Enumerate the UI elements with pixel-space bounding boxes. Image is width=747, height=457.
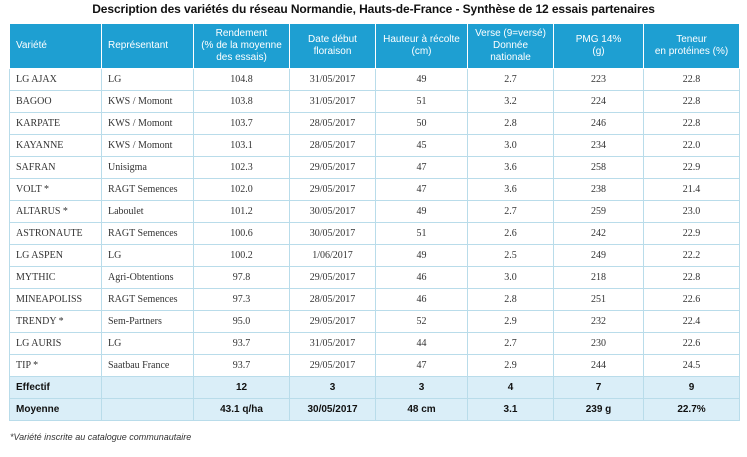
table-body xyxy=(10,69,740,421)
table-row xyxy=(10,333,740,355)
summary-label: Moyenne xyxy=(10,399,102,421)
summary-row-moyenne xyxy=(10,399,740,421)
cell-verse: 3.0 xyxy=(468,267,554,289)
cell-hauteur: 46 xyxy=(376,289,468,311)
cell-verse: 2.7 xyxy=(468,69,554,91)
summary-cell-hauteur: 3 xyxy=(376,377,468,399)
cell-verse: 3.2 xyxy=(468,91,554,113)
cell-representant: Agri-Obtentions xyxy=(102,267,194,289)
table-row xyxy=(10,135,740,157)
cell-variete: MINEAPOLISS xyxy=(10,289,102,311)
cell-variete: MYTHIC xyxy=(10,267,102,289)
table-row xyxy=(10,157,740,179)
summary-row-effectif xyxy=(10,377,740,399)
cell-representant: Unisigma xyxy=(102,157,194,179)
cell-verse: 2.9 xyxy=(468,355,554,377)
cell-hauteur: 49 xyxy=(376,69,468,91)
summary-cell-verse: 4 xyxy=(468,377,554,399)
cell-proteines: 22.8 xyxy=(644,267,740,289)
cell-rendement: 95.0 xyxy=(194,311,290,333)
cell-hauteur: 51 xyxy=(376,223,468,245)
footnote: *Variété inscrite au catalogue communautaire xyxy=(10,432,192,442)
cell-representant: KWS / Momont xyxy=(102,135,194,157)
cell-verse: 3.6 xyxy=(468,179,554,201)
cell-rendement: 100.2 xyxy=(194,245,290,267)
cell-hauteur: 45 xyxy=(376,135,468,157)
header-rendement: Rendement (% de la moyenne des essais) xyxy=(194,24,290,69)
summary-cell-date: 30/05/2017 xyxy=(290,399,376,421)
cell-representant: KWS / Momont xyxy=(102,113,194,135)
cell-representant: KWS / Momont xyxy=(102,91,194,113)
cell-date: 29/05/2017 xyxy=(290,267,376,289)
cell-representant: LG xyxy=(102,333,194,355)
cell-pmg: 258 xyxy=(554,157,644,179)
cell-rendement: 93.7 xyxy=(194,355,290,377)
cell-verse: 2.5 xyxy=(468,245,554,267)
header-verse: Verse (9=versé) Donnée nationale xyxy=(468,24,554,69)
varieties-table xyxy=(9,23,740,421)
cell-variete: TIP * xyxy=(10,355,102,377)
cell-representant: Laboulet xyxy=(102,201,194,223)
cell-variete: KARPATE xyxy=(10,113,102,135)
cell-date: 28/05/2017 xyxy=(290,289,376,311)
header-pmg: PMG 14% (g) xyxy=(554,24,644,69)
table-title: Description des variétés du réseau Normandie, Hauts-de-France - Synthèse de 12 essais partenaires xyxy=(92,2,655,16)
cell-verse: 2.7 xyxy=(468,201,554,223)
cell-rendement: 103.7 xyxy=(194,113,290,135)
cell-proteines: 22.9 xyxy=(644,223,740,245)
table-row xyxy=(10,91,740,113)
cell-hauteur: 52 xyxy=(376,311,468,333)
table-row xyxy=(10,69,740,91)
cell-proteines: 22.2 xyxy=(644,245,740,267)
table-row xyxy=(10,113,740,135)
cell-verse: 3.0 xyxy=(468,135,554,157)
cell-rendement: 102.0 xyxy=(194,179,290,201)
cell-proteines: 22.8 xyxy=(644,69,740,91)
cell-variete: ASTRONAUTE xyxy=(10,223,102,245)
cell-date: 30/05/2017 xyxy=(290,223,376,245)
cell-date: 29/05/2017 xyxy=(290,157,376,179)
cell-pmg: 223 xyxy=(554,69,644,91)
summary-cell-verse: 3.1 xyxy=(468,399,554,421)
summary-cell-hauteur: 48 cm xyxy=(376,399,468,421)
cell-verse: 2.6 xyxy=(468,223,554,245)
cell-variete: LG AURIS xyxy=(10,333,102,355)
cell-pmg: 230 xyxy=(554,333,644,355)
cell-pmg: 259 xyxy=(554,201,644,223)
cell-proteines: 22.8 xyxy=(644,91,740,113)
cell-date: 31/05/2017 xyxy=(290,333,376,355)
cell-pmg: 234 xyxy=(554,135,644,157)
cell-rendement: 100.6 xyxy=(194,223,290,245)
table-row xyxy=(10,311,740,333)
summary-cell-proteines: 9 xyxy=(644,377,740,399)
cell-rendement: 104.8 xyxy=(194,69,290,91)
cell-variete: SAFRAN xyxy=(10,157,102,179)
cell-rendement: 102.3 xyxy=(194,157,290,179)
cell-pmg: 244 xyxy=(554,355,644,377)
cell-verse: 2.8 xyxy=(468,113,554,135)
cell-representant: RAGT Semences xyxy=(102,179,194,201)
cell-pmg: 238 xyxy=(554,179,644,201)
summary-cell-pmg: 239 g xyxy=(554,399,644,421)
summary-cell-representant xyxy=(102,399,194,421)
cell-rendement: 103.1 xyxy=(194,135,290,157)
cell-proteines: 22.6 xyxy=(644,333,740,355)
cell-hauteur: 44 xyxy=(376,333,468,355)
header-row xyxy=(10,24,740,69)
cell-proteines: 21.4 xyxy=(644,179,740,201)
cell-proteines: 22.8 xyxy=(644,113,740,135)
cell-hauteur: 47 xyxy=(376,355,468,377)
cell-pmg: 224 xyxy=(554,91,644,113)
cell-proteines: 22.0 xyxy=(644,135,740,157)
cell-representant: LG xyxy=(102,69,194,91)
table-row xyxy=(10,267,740,289)
cell-date: 29/05/2017 xyxy=(290,355,376,377)
cell-hauteur: 47 xyxy=(376,179,468,201)
cell-verse: 2.8 xyxy=(468,289,554,311)
header-hauteur: Hauteur à récolte (cm) xyxy=(376,24,468,69)
cell-rendement: 97.3 xyxy=(194,289,290,311)
cell-rendement: 97.8 xyxy=(194,267,290,289)
cell-date: 31/05/2017 xyxy=(290,91,376,113)
cell-date: 30/05/2017 xyxy=(290,201,376,223)
cell-date: 29/05/2017 xyxy=(290,311,376,333)
summary-cell-pmg: 7 xyxy=(554,377,644,399)
cell-pmg: 251 xyxy=(554,289,644,311)
cell-representant: RAGT Semences xyxy=(102,223,194,245)
cell-pmg: 246 xyxy=(554,113,644,135)
cell-variete: VOLT * xyxy=(10,179,102,201)
cell-date: 28/05/2017 xyxy=(290,135,376,157)
cell-verse: 3.6 xyxy=(468,157,554,179)
cell-representant: RAGT Semences xyxy=(102,289,194,311)
cell-verse: 2.7 xyxy=(468,333,554,355)
cell-date: 28/05/2017 xyxy=(290,113,376,135)
cell-pmg: 232 xyxy=(554,311,644,333)
cell-rendement: 93.7 xyxy=(194,333,290,355)
cell-pmg: 242 xyxy=(554,223,644,245)
cell-hauteur: 51 xyxy=(376,91,468,113)
header-representant: Représentant xyxy=(102,24,194,69)
cell-date: 29/05/2017 xyxy=(290,179,376,201)
cell-proteines: 23.0 xyxy=(644,201,740,223)
table-row xyxy=(10,355,740,377)
table-row xyxy=(10,201,740,223)
cell-hauteur: 46 xyxy=(376,267,468,289)
cell-date: 1/06/2017 xyxy=(290,245,376,267)
table-row xyxy=(10,223,740,245)
cell-pmg: 249 xyxy=(554,245,644,267)
cell-hauteur: 47 xyxy=(376,157,468,179)
cell-representant: Saatbau France xyxy=(102,355,194,377)
summary-cell-date: 3 xyxy=(290,377,376,399)
summary-cell-rendement: 43.1 q/ha xyxy=(194,399,290,421)
table-row xyxy=(10,179,740,201)
cell-proteines: 22.4 xyxy=(644,311,740,333)
cell-variete: LG ASPEN xyxy=(10,245,102,267)
cell-variete: TRENDY * xyxy=(10,311,102,333)
header-variete: Variété xyxy=(10,24,102,69)
cell-hauteur: 49 xyxy=(376,245,468,267)
summary-cell-rendement: 12 xyxy=(194,377,290,399)
cell-representant: Sem-Partners xyxy=(102,311,194,333)
cell-representant: LG xyxy=(102,245,194,267)
header-date-floraison: Date début floraison xyxy=(290,24,376,69)
summary-cell-representant xyxy=(102,377,194,399)
cell-variete: BAGOO xyxy=(10,91,102,113)
cell-variete: KAYANNE xyxy=(10,135,102,157)
cell-hauteur: 49 xyxy=(376,201,468,223)
cell-variete: ALTARUS * xyxy=(10,201,102,223)
table-row xyxy=(10,245,740,267)
cell-verse: 2.9 xyxy=(468,311,554,333)
cell-hauteur: 50 xyxy=(376,113,468,135)
cell-variete: LG AJAX xyxy=(10,69,102,91)
summary-cell-proteines: 22.7% xyxy=(644,399,740,421)
cell-proteines: 22.6 xyxy=(644,289,740,311)
summary-label: Effectif xyxy=(10,377,102,399)
header-proteines: Teneur en protéines (%) xyxy=(644,24,740,69)
cell-proteines: 24.5 xyxy=(644,355,740,377)
table-row xyxy=(10,289,740,311)
cell-pmg: 218 xyxy=(554,267,644,289)
cell-rendement: 103.8 xyxy=(194,91,290,113)
cell-date: 31/05/2017 xyxy=(290,69,376,91)
cell-rendement: 101.2 xyxy=(194,201,290,223)
cell-proteines: 22.9 xyxy=(644,157,740,179)
